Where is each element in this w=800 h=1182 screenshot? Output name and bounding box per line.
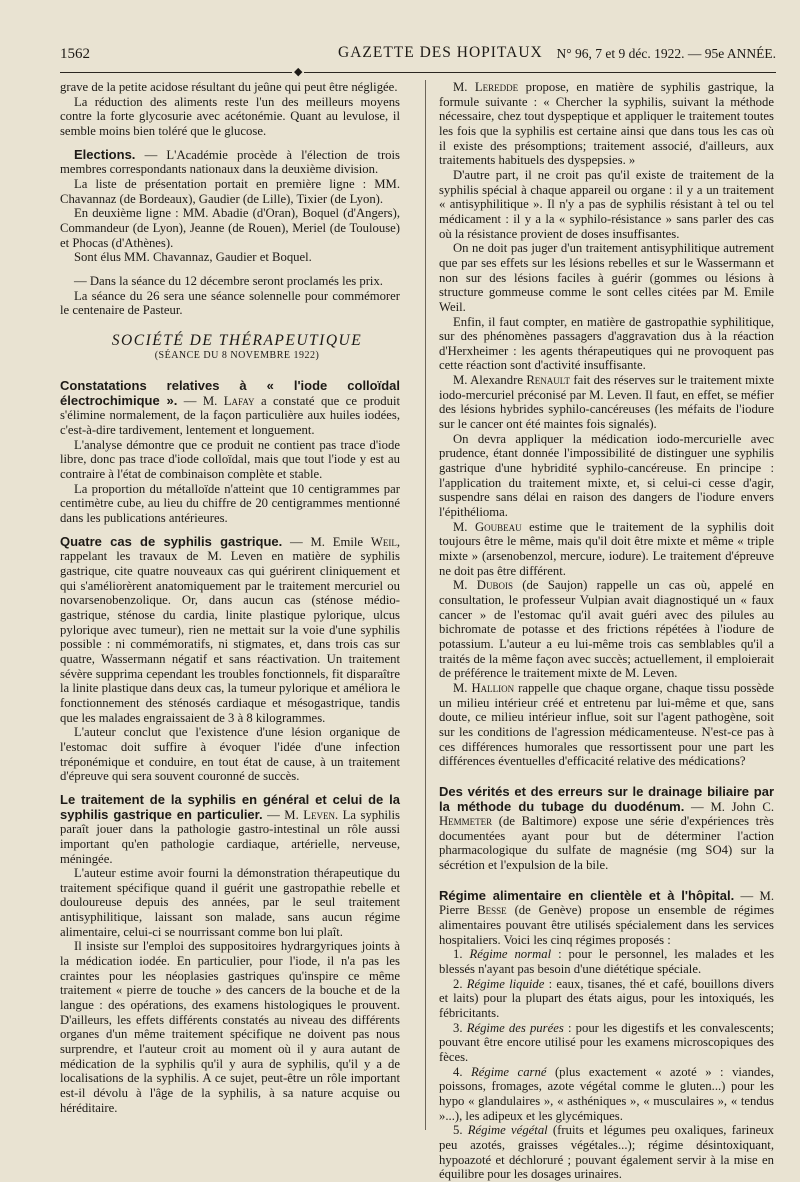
paragraph: Il insiste sur l'emploi des suppositoires hydrargyriques joints à la médication iodée. En particulier, pour l'iode, il n'a pas les craintes pour les néoplasies gastriques qu'inspire ce même traitement « pierre de touche » des cancers de la bouche et de la langue : des opérations, des examens histologiques le prouvent. D'ailleurs, les effets différents constatés au niveau des différents organes d'un même traitement spécifique ne doivent pas nous surprendre, et l'auteur croit au moment où il y aura autant de médication de la syphilis qu'il y aura de syphilis, qu'il y a de localisations de la syphilis. A ce sujet, peut-être un rôle important est-il dévolu à l'âge de la syphilis, à sa nature acquise ou héréditaire.	[60, 939, 400, 1115]
author-name: Besse	[477, 903, 507, 918]
paragraph: D'autre part, il ne croit pas qu'il existe de traitement de la syphilis spécial à chaque appareil ou organe : il y a un traitement « antisyphilitique ». Il n'y a pas de syphilis résistant à tel ou tel médicament : il y a la « syphilo-résistance » sans parler des cas où la résistance provient de doses insuffisantes.	[439, 167, 774, 241]
paragraph: L'analyse démontre que ce produit ne contient pas trace d'iode libre, donc pas trace d'iode colloïdal, mais que tout l'iode y est au contraire à l'état de combinaison complète et stable.	[60, 437, 400, 482]
page-number: 1562	[60, 46, 90, 62]
paragraph: La proportion du métalloïde n'atteint que 10 centigrammes par centimètre cube, au lieu du chiffre de 20 centigrammes mentionné dans les publications antérieures.	[60, 481, 400, 526]
regime-paragraph: Régime alimentaire en clientèle et à l'hôpital. — M. Pierre Besse (de Genève) propose un ensemble de régimes alimentaires pouvant être utilisés spécialement dans les services hospitaliers. Voici les cinq régimes proposés :	[439, 887, 775, 947]
issue-info: N° 96, 7 et 9 déc. 1922. — 95e ANNÉE.	[556, 46, 776, 61]
paragraph: La séance du 26 sera une séance solennelle pour commémorer le centenaire de Pasteur.	[60, 288, 400, 318]
paragraph: L'auteur conclut que l'existence d'une lésion organique de l'estomac doit suffire à évoquer l'idée d'une infection tréponémique et conduire, en tout état de cause, à un traitement d'épreuve qui sera souvent couronné de succès.	[60, 725, 400, 784]
paragraph: L'auteur estime avoir fourni la démonstration thérapeutique du traitement spécifique quand il guérit une gastropathie rebelle et douloureuse depuis des années, par le seul traitement antisyphilitique, laissant son malade, sans aucun régime alimentaire, celui-ci se nourrissant comme bon lui plaît.	[60, 866, 400, 939]
right-column	[439, 80, 774, 1182]
traitement-paragraph: Le traitement de la syphilis en général et celui de la syphilis gastrique en particulier. — M. Leven. La syphilis paraît jouer dans la pathologie gastro-intestinal un rôle aussi important qu'en pathologie cardiaque, artérielle, nerveuse, méningée.	[60, 791, 400, 866]
author-name: Weil	[370, 534, 397, 549]
author-name: Dubois	[476, 578, 513, 593]
rule-ornament-icon: ◆	[294, 65, 303, 78]
regime-item: 4. Régime carné (plus exactement « azoté » : viandes, poissons, fromages, azote végétal comme le gluten...) pour les hypo « glandulaires », « asthéniques », « musculaires », « tendus »...), les adipeux et les glycémiques.	[439, 1064, 774, 1123]
regime-name: Régime normal	[469, 947, 552, 962]
regime-item: 2. Régime liquide : eaux, tisanes, thé et café, bouillons divers et laits) pour la plupart des états aigus, pour les intoxiqués, les fébricitants.	[439, 976, 774, 1021]
author-name: Lereddе	[474, 80, 519, 94]
goubeau-paragraph: M. Goubeau estime que le traitement de la syphilis doit toujours être le même, mais qu'il doit être mixte et même « triple mixte » (arsenobenzol, mercure, iodure). Le traitement d'épreuve ne doit pas être différent.	[439, 519, 774, 578]
article-heading: Régime alimentaire en clientèle et à l'hôpital.	[439, 887, 735, 903]
regime-item: 3. Régime des purées : pour les digestifs et les convalescents; pouvant être encore utilisé pour les examens microscopiques des fèces.	[439, 1020, 775, 1064]
paragraph: Enfin, il faut compter, en matière de gastropathie syphilitique, sur des phénomènes passagers d'aggravation dus à la réaction d'Herxheimer : les agents thérapeutiques qui ne provoquent pas cette réaction sont d'activité insuffisante.	[439, 314, 774, 373]
iode-paragraph: Constatations relatives à « l'iode colloïdal électrochimique ». — M. Lafay a constaté que ce produit s'élimine normalement, de la façon particulière aux huiles iodées, c'est-à-dire tardivement, lentement et longuement.	[60, 378, 401, 438]
paragraph: La liste de présentation portait en première ligne : MM. Chavannaz (de Bordeaux), Gaudier (de Lille), Tixier (de Lyon).	[60, 176, 400, 206]
elections-paragraph: Elections. — L'Académie procède à l'élection de trois membres correspondants nationaux dans la deuxième division.	[60, 146, 400, 177]
dubois-paragraph: M. Dubois (de Saujon) rappelle un cas où, appelé en consultation, le professeur Vulpian avait diagnostiqué un « faux cancer » de l'estomac qu'il avait guéri avec des pilules au bichromate de potasse et des frictions répétées à l'iodure de potassium. L'auteur a eu lui-même trois cas semblables qu'il a traités de la même façon avec succès; actuellement, il emploierait de préférence le traitement mixte de M. Leven.	[439, 578, 775, 681]
author-name: Leven	[303, 807, 335, 822]
regime-name: Régime carné	[471, 1064, 547, 1079]
left-column	[60, 80, 400, 1115]
article-heading: Constatations relatives à « l'iode colloïdal électrochimique ».	[60, 378, 400, 408]
verites-paragraph: Des vérités et des erreurs sur le drainage biliaire par la méthode du tubage du duodénum. — M. John C. Hemmeter (de Baltimore) expose une série d'expériences très documentées ayant pour but de déterminer l'action pharmacologique du sulfate de magnésie (mg SO4) sur la sécrétion et l'expulsion de la bile.	[439, 783, 774, 873]
section-heading: Elections.	[74, 146, 136, 162]
hallion-paragraph: M. Hallion rappelle que chaque organe, chaque tissu possède un milieu intérieur créé et entretenu par lui-même et que, sans doute, ce milieu intérieur influe, soit sur l'agent pathogène, soit sur les conditions de l'agression médicamenteuse. N'est-ce pas à ces différences humorales que ressortissent pour une part les différences éventuelles d'efficacité relative des médications?	[439, 680, 774, 769]
paragraph: On ne doit pas juger d'un traitement antisyphilitique autrement que par ses effets sur les lésions rebelles et sur le Wassermann et non sur des lésions faciles à guérir (gommes ou lésions à structure gommeuse comme le sont celles citées par M. Emile Weil.	[439, 241, 774, 314]
article-heading: Des vérités et des erreurs sur le drainage biliaire par la méthode du tubage du duodénum.	[439, 783, 774, 814]
regime-name: Régime liquide	[466, 976, 545, 991]
regime-item: 1. Régime normal : pour le personnel, les malades et les blessés n'ayant pas besoin d'une diététique spéciale.	[439, 947, 775, 977]
author-name: Lafay	[223, 393, 255, 408]
author-name: Renault	[526, 373, 570, 388]
lereddea-paragraph: M. Lereddе propose, en matière de syphilis gastrique, la formule suivante : « Chercher la syphilis, suivant la méthode nécessaire, chez tout dyspeptique et appliquer le traitement toutes les fois que la syphilis est certaine ainsi que dans tous les cas où il existe des présomptions; traitement associé, d'ailleurs, aux traitements habituels des dyspepsies. »	[439, 80, 775, 168]
paragraph: grave de la petite acidose résultant du jeûne qui peut être négligée.	[60, 80, 398, 94]
quatre-cas-paragraph: Quatre cas de syphilis gastrique. — M. Emile Weil, rappelant les travaux de M. Leven en matière de syphilis gastrique, cite quatre nouveaux cas qui guérirent cliniquement et qui s'améliorèrent anatomiquement par le traitement mercuriel ou novarsenobenzolique. Or, dans aucun cas (sténose médio-gastrique, sténose du cardia, linite plastique pylorique, ulcus pylorique avec tumeur), rien ne mettait sur la voie d'une syphilis possible : ni commémoratifs, ni stigmates, et, dans trois cas sur quatre, Wassermann négatif et sans réactivation. Un traitement sévère supprima cependant les troubles fonctionnels, fit disparaître la linite plastique dans deux cas, la tumeur pylorique et améliora le fonctionnement des sténosés cardiaque et mésogastrique, tandis que les malades engraissaient de 3 à 8 kilogrammes.	[60, 533, 400, 725]
renault-paragraph: M. Alexandre Renault fait des réserves sur le traitement mixte iodo-mercuriel préconisé par M. Leven. Il faut, en effet, se méfier des lésions hybrides syphilo-cancéreuses (les méfaits de l'iodure sur le cancer ont été maintes fois signalés).	[439, 373, 774, 432]
regime-item: 5. Régime végétal (fruits et légumes peu oxaliques, farineux peu azotés, graisses végétales...); régime désintoxiquant, hypoazoté et déchloruré ; pouvant également servir à la mise en équilibre pour les dosages urinaires.	[439, 1123, 774, 1182]
article-heading: Le traitement de la syphilis en général et celui de la syphilis gastrique en particulier.	[60, 791, 400, 822]
regime-name: Régime des purées	[466, 1020, 564, 1035]
paragraph: La réduction des aliments reste l'un des meilleurs moyens contre la forte glycosurie avec acétonémie. Quant au levulose, il semble moins bien toléré que le glucose.	[60, 94, 400, 138]
regime-name: Régime végétal	[467, 1123, 548, 1138]
paragraph: Sont élus MM. Chavannaz, Gaudier et Boquel.	[74, 250, 312, 265]
society-title: SOCIÉTÉ DE THÉRAPEUTIQUE	[111, 331, 363, 349]
page-header	[60, 42, 776, 66]
author-name: Goubeau	[474, 519, 522, 534]
article-heading: Quatre cas de syphilis gastrique.	[60, 533, 283, 549]
header-rule	[60, 65, 776, 78]
paragraph: En deuxième ligne : MM. Abadie (d'Oran), Boquel (d'Angers), Commandeur (de Lyon), Jeanne (de Rouen), Meriel (de Toulouse) et Phocas (d'Athènes).	[60, 206, 400, 250]
journal-title: GAZETTE DES HOPITAUX	[338, 44, 543, 61]
author-name: Hallion	[471, 680, 515, 695]
column-divider	[425, 80, 426, 1130]
paragraph: — Dans la séance du 12 décembre seront proclamés les prix.	[74, 273, 383, 288]
paragraph: On devra appliquer la médication iodo-mercurielle avec prudence, étant donnée l'impossibilité de distinguer une syphilis gastrique d'une hybridité syphilo-cancéreuse. En principe : l'application du traitement mixte, et, si celui-ci cesse d'agir, suspendre sans délai en raison des dangers de l'iodure envers l'épithélioma.	[439, 431, 774, 520]
society-session: (SÉANCE DU 8 NOVEMBRE 1922)	[154, 349, 320, 361]
author-name: Hemmeter	[439, 814, 493, 829]
